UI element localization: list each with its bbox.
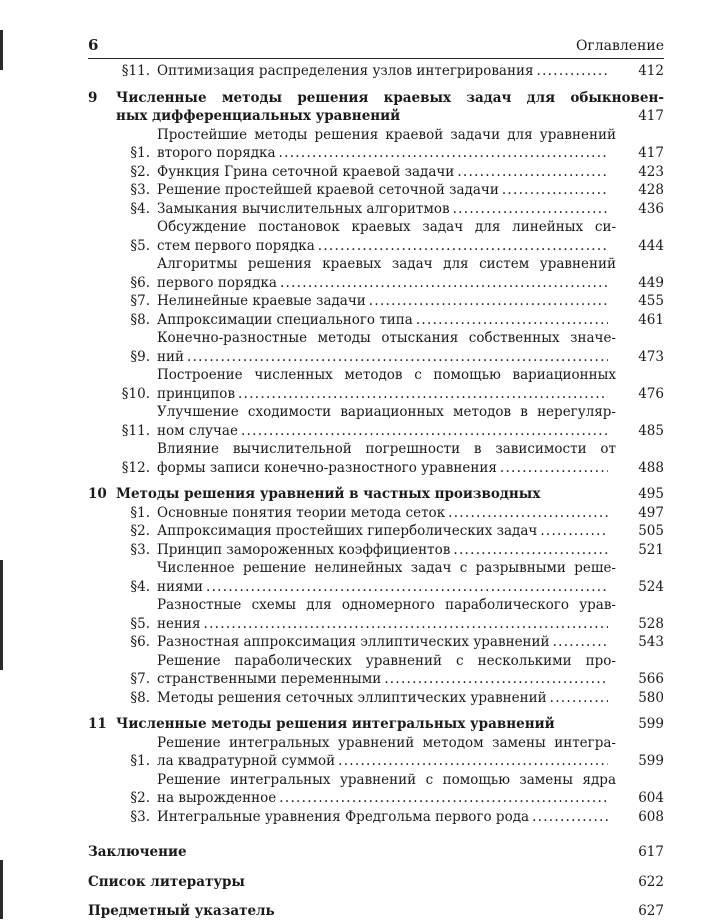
header-rule [88,58,664,59]
section-number: §3. [130,182,150,198]
section-number: §1. [130,753,150,769]
section-title [157,163,616,182]
chapter-title-line: Методы решения уравнений в частных производных [116,486,541,502]
toc-entry[interactable] [88,771,664,808]
toc-entry[interactable] [88,255,664,292]
section-title [157,403,616,440]
section-title [157,559,616,596]
section-title [157,522,616,541]
page-ref: 423 [638,163,664,180]
page-ref: 627 [638,903,664,919]
toc-entry[interactable] [88,440,664,477]
page-ref: 444 [638,237,664,254]
section-number: §5. [130,237,150,254]
page-ref: 505 [638,523,664,539]
toc-page [88,36,664,921]
section-title [157,181,616,200]
chapter-heading[interactable] [88,715,664,734]
section-title-line: формы записи конечно-разностного уравнения [157,459,497,476]
page-ref: 417 [638,145,664,161]
toc-entry[interactable] [88,292,664,311]
section-title [157,126,616,163]
section-number: §2. [130,790,150,806]
section-title: Оптимизация распределения узлов интегрирования . . . [157,62,616,81]
leader-dots [338,752,608,771]
section-number: §2. [130,523,150,539]
page-ref: 521 [638,541,664,558]
toc-entry[interactable] [88,559,664,596]
leader-dots [536,62,608,81]
leader-dots [416,311,608,330]
section-title-line: стем первого порядка [157,237,315,254]
page-ref: 497 [638,504,664,521]
back-matter-entry[interactable] [88,843,664,862]
back-matter-title: Предметный указатель [88,903,275,919]
page-ref: 617 [638,844,664,860]
toc-entry[interactable] [88,403,664,440]
section-title-line: Решение простейшей краевой сеточной задачи [157,182,499,198]
section-title [157,596,616,633]
page-ref: 436 [638,200,664,217]
section-title-line: Методы решения сеточных эллиптических уравнений [157,689,547,706]
leader-dots [500,459,608,478]
page-ref: 428 [638,182,664,198]
section-title [157,366,616,403]
section-number: §11. [121,63,150,79]
section-title [157,504,616,523]
leader-dots [540,522,608,541]
page-ref: 473 [638,348,664,365]
toc-entry[interactable] [88,522,664,541]
section-number: §8. [130,311,150,328]
leader-dots [280,274,608,293]
leader-dots [453,200,608,219]
page-ref: 488 [638,459,664,476]
page-edge-shadow [0,560,3,670]
section-title [157,689,616,708]
page-ref: 455 [638,293,664,309]
page-ref: 461 [638,311,664,328]
section-title-line: Основные понятия теории метода сеток [157,504,446,521]
section-title-line: Конечно-разностные методы отыскания собственных значе- [157,330,616,346]
page-ref: 608 [638,808,664,825]
back-matter-entry[interactable] [88,902,664,921]
section-number: §11. [121,422,150,439]
page-ref: 476 [638,385,664,402]
section-title-line: ний [157,348,184,365]
section-number: §9. [130,348,150,365]
section-title-line: Обсуждение постановок краевых задач для линейных си- [157,219,616,235]
section-number: §1. [130,145,150,161]
section-title-line: принципов [157,385,236,402]
back-matter-title: Список литературы [88,873,245,890]
section-title-line: Нелинейные краевые задачи [157,293,366,309]
toc-entry[interactable] [88,218,664,255]
section-title [157,652,616,689]
section-number: §3. [130,808,150,825]
section-title-line: Функция Грина сеточной краевой задачи [157,163,455,180]
section-title-line: Аппроксимации специального типа [157,311,413,328]
leader-dots [384,670,608,689]
chapter-number: 9 [88,89,98,106]
page-number: 6 [88,36,99,54]
section-number: §7. [130,671,150,687]
section-number: §10. [121,385,150,402]
toc-entry[interactable] [88,311,664,330]
section-number: §7. [130,293,150,309]
toc-entry[interactable] [88,366,664,403]
leader-dots [318,237,608,256]
chapter-title [116,485,664,504]
chapter-heading[interactable] [88,89,664,126]
toc-entry[interactable] [88,126,664,163]
leader-dots [206,578,608,597]
section-title [157,329,616,366]
page-ref: 543 [638,634,664,650]
leader-dots [279,789,608,808]
section-title-line: ном случае [157,422,238,439]
page-ref: 524 [638,578,664,595]
chapter-number: 11 [88,716,107,732]
chapter-title [116,89,664,126]
section-title-line: Влияние вычислительной погрешности в зависимости от [157,441,616,457]
page-ref: 599 [638,753,664,769]
section-number: §4. [130,578,150,595]
chapter-title-line: Численные методы решения краевых задач для обыкновен- [116,89,664,106]
section-title-line: первого порядка [157,274,277,291]
leader-dots [369,292,608,311]
leader-dots [453,541,608,560]
section-title-line: Интегральные уравнения Фредгольма первого рода [157,808,530,825]
page-ref: 417 [638,108,664,124]
section-title [157,541,616,560]
section-title [157,255,616,292]
section-title-line: ла квадратурной суммой [157,753,336,769]
section-title [157,633,616,652]
section-title [157,200,616,219]
page-edge-shadow [0,860,3,919]
section-number: §5. [130,615,150,632]
section-title-line: Построение численных методов с помощью вариационных [157,367,616,383]
leader-dots [532,808,608,827]
section-title [157,311,616,330]
page-ref: 412 [638,63,664,79]
leader-dots [204,615,609,634]
chapter-title [116,715,664,734]
toc-entry[interactable] [88,541,664,560]
section-title [157,218,616,255]
back-matter-title: Заключение [88,844,187,860]
section-title-line: нения [157,615,201,632]
toc-entry[interactable] [88,163,664,182]
section-title-line: Разностная аппроксимация эллиптических уравнений [157,634,550,650]
leader-dots [241,422,608,441]
section-title-line: Аппроксимация простейших гиперболических задач [157,523,538,539]
section-number: §3. [130,541,150,558]
page-ref: 449 [638,274,664,291]
chapter-number: 10 [88,486,107,502]
page-ref: 580 [638,689,664,706]
running-title: Оглавление [575,38,664,54]
section-number: §6. [130,274,150,291]
page-ref: 599 [638,716,664,732]
page-ref: 566 [638,671,664,687]
page-ref: 622 [638,873,664,890]
section-title-line: Решение интегральных уравнений методом замены интегра- [157,734,616,751]
chapter-heading[interactable] [88,485,664,504]
section-title-line: Принцип замороженных коэффициентов [157,541,451,558]
section-title-line: ниями [157,578,204,595]
section-title-line: Решение параболических уравнений с несколькими про- [157,652,616,669]
toc-entry[interactable] [88,62,664,81]
section-title-line: Алгоритмы решения краевых задач для систем уравнений [157,256,616,272]
page-ref: 528 [638,615,664,632]
section-title-line: странственными переменными [157,671,382,687]
leader-dots [550,689,608,708]
section-title [157,440,616,477]
back-matter-entry[interactable] [88,873,664,892]
toc-entry[interactable] [88,329,664,366]
section-number: §6. [130,634,150,650]
section-title [157,734,616,771]
toc-entry[interactable] [88,504,664,523]
leader-dots [238,385,608,404]
toc-entry[interactable] [88,200,664,219]
leader-dots [553,633,608,652]
section-number: §12. [121,459,150,476]
chapters [88,89,664,827]
leader-dots [187,348,608,367]
toc-entry[interactable] [88,181,664,200]
section-title [157,292,616,311]
section-title-line: Разностные схемы для одномерного параболического урав- [157,597,616,613]
page-header [88,36,664,56]
page-edge-shadow [0,30,3,70]
toc-entry[interactable] [88,734,664,771]
section-title-line: на вырожденное [157,790,277,806]
section-title-line: Численное решение нелинейных задач с разрывными реше- [157,560,616,576]
chapter-title-line: Численные методы решения интегральных уравнений [116,716,555,732]
page-ref: 495 [638,486,664,502]
section-number: §2. [130,163,150,180]
toc-entry[interactable] [88,808,664,827]
toc-entry[interactable] [88,596,664,633]
section-title [157,808,616,827]
leader-dots [279,144,608,163]
leader-dots [502,181,608,200]
section-title-line: Простейшие методы решения краевой задачи для уравнений [157,126,616,143]
leader-dots [457,163,608,182]
section-title-line: Замыкания вычислительных алгоритмов [157,200,450,217]
section-number: §4. [130,200,150,217]
toc-entry[interactable] [88,633,664,652]
table-of-contents [88,62,664,81]
page-ref: 485 [638,422,664,439]
toc-entry[interactable] [88,689,664,708]
section-title-line: Улучшение сходимости вариационных методов в нерегуляр- [157,404,616,420]
back-matter [88,843,664,921]
section-title-line: второго порядка [157,145,276,161]
section-number: §8. [130,689,150,706]
toc-entry[interactable] [88,652,664,689]
section-number: §1. [130,504,150,521]
section-title [157,771,616,808]
leader-dots [448,504,608,523]
chapter-title-line: ных дифференциальных уравнений [116,108,401,124]
section-title-line: Решение интегральных уравнений с помощью замены ядра [157,771,616,788]
page-ref: 604 [638,790,664,806]
